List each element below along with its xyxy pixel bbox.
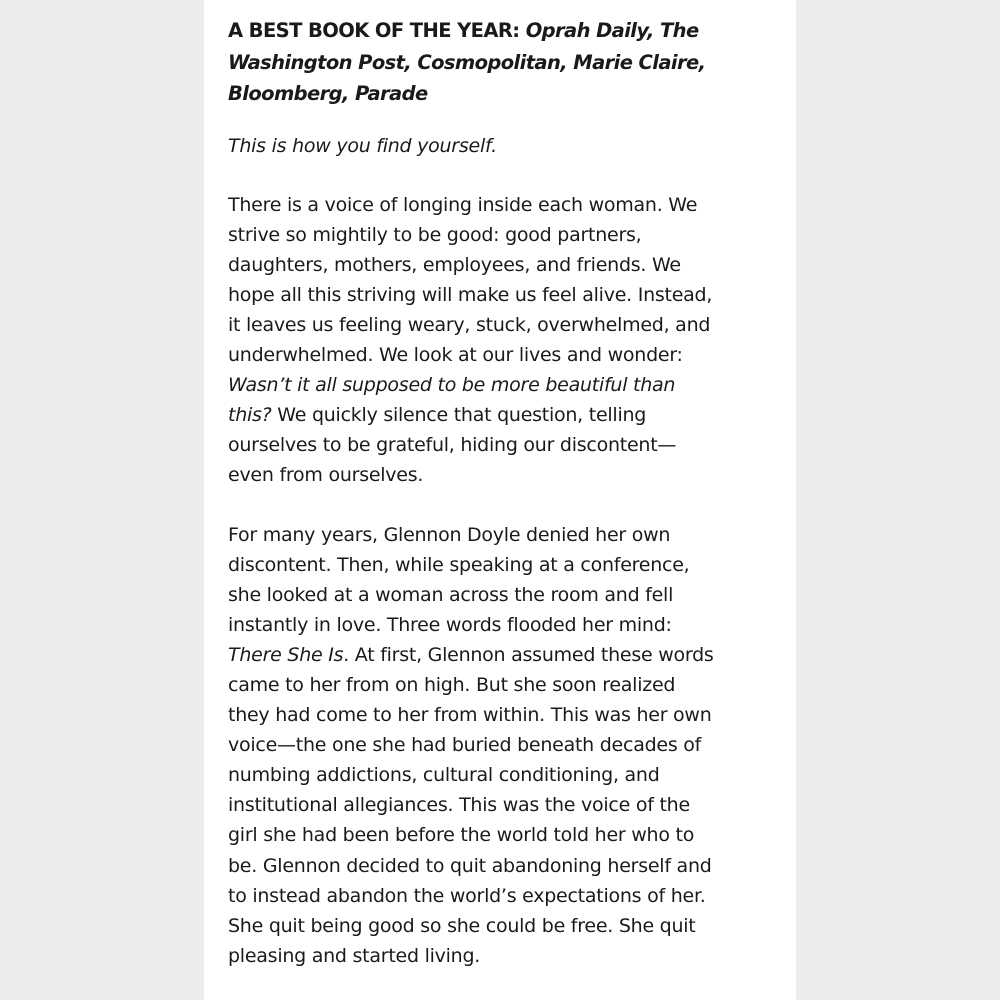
paragraph-2-line (228, 640, 783, 670)
paragraph-1-line-rest: We quickly silence that question, telling (271, 404, 647, 427)
award-headline (228, 15, 783, 110)
paragraph-1-line: strive so mightily to be good: good partners, (228, 223, 642, 246)
paragraph-1-line: it leaves us feeling weary, stuck, overwhelmed, and (228, 313, 711, 336)
paragraph-2-italic-phrase: There She Is (228, 643, 344, 666)
book-description (228, 15, 783, 971)
paragraph-2-line: pleasing and started living. (228, 944, 481, 967)
award-outlets-1: Oprah Daily, The (525, 19, 699, 42)
paragraph-2-line: instantly in love. Three words flooded her mind: (228, 613, 672, 636)
paragraph-2-line: institutional allegiances. This was the voice of the (228, 794, 690, 817)
tagline-text: This is how you find yourself. (228, 134, 497, 157)
paragraph-1-line: hope all this striving will make us feel alive. Instead, (228, 283, 713, 306)
paragraph-2-line: she looked at a woman across the room and fell (228, 583, 674, 606)
paragraph-2-line: For many years, Glennon Doyle denied her own (228, 523, 671, 546)
award-outlets-3: Bloomberg, Parade (228, 82, 428, 105)
paragraph-2 (228, 520, 783, 971)
award-label: A BEST BOOK OF THE YEAR: (228, 19, 520, 42)
paragraph-2-line: they had come to her from within. This was her own (228, 704, 712, 727)
tagline (228, 131, 783, 161)
paragraph-1-italic-word: this? (228, 404, 272, 427)
paragraph-1-line (228, 400, 783, 430)
paragraph-2-line: She quit being good so she could be free. She quit (228, 914, 696, 937)
paragraph-2-line: girl she had been before the world told her who to (228, 824, 695, 847)
award-outlets-2: Washington Post, Cosmopolitan, Marie Claire, (228, 50, 706, 74)
paragraph-1-line: even from ourselves. (228, 464, 424, 487)
paragraph-1-line: ourselves to be grateful, hiding our discontent— (228, 434, 677, 457)
paragraph-1-line: There is a voice of longing inside each woman. We (228, 193, 698, 216)
paragraph-2-line: be. Glennon decided to quit abandoning herself and (228, 854, 712, 877)
paragraph-2-line-rest: . At first, Glennon assumed these words (343, 643, 714, 666)
paragraph-2-line: voice—the one she had buried beneath decades of (228, 734, 702, 757)
headline-line-1 (228, 15, 783, 47)
paragraph-1-line: underwhelmed. We look at our lives and wonder: (228, 344, 683, 367)
paragraph-2-line: to instead abandon the world’s expectations of her. (228, 884, 706, 907)
paragraph-1-line: daughters, mothers, employees, and friends. We (228, 253, 681, 276)
paragraph-1-italic-line: Wasn’t it all supposed to be more beautiful than (228, 374, 676, 397)
description-panel (204, 0, 796, 1000)
paragraph-1 (228, 190, 783, 491)
paragraph-2-line: came to her from on high. But she soon realized (228, 674, 676, 696)
paragraph-2-line: discontent. Then, while speaking at a conference, (228, 553, 690, 576)
paragraph-2-line: numbing addictions, cultural conditioning, and (228, 764, 660, 787)
